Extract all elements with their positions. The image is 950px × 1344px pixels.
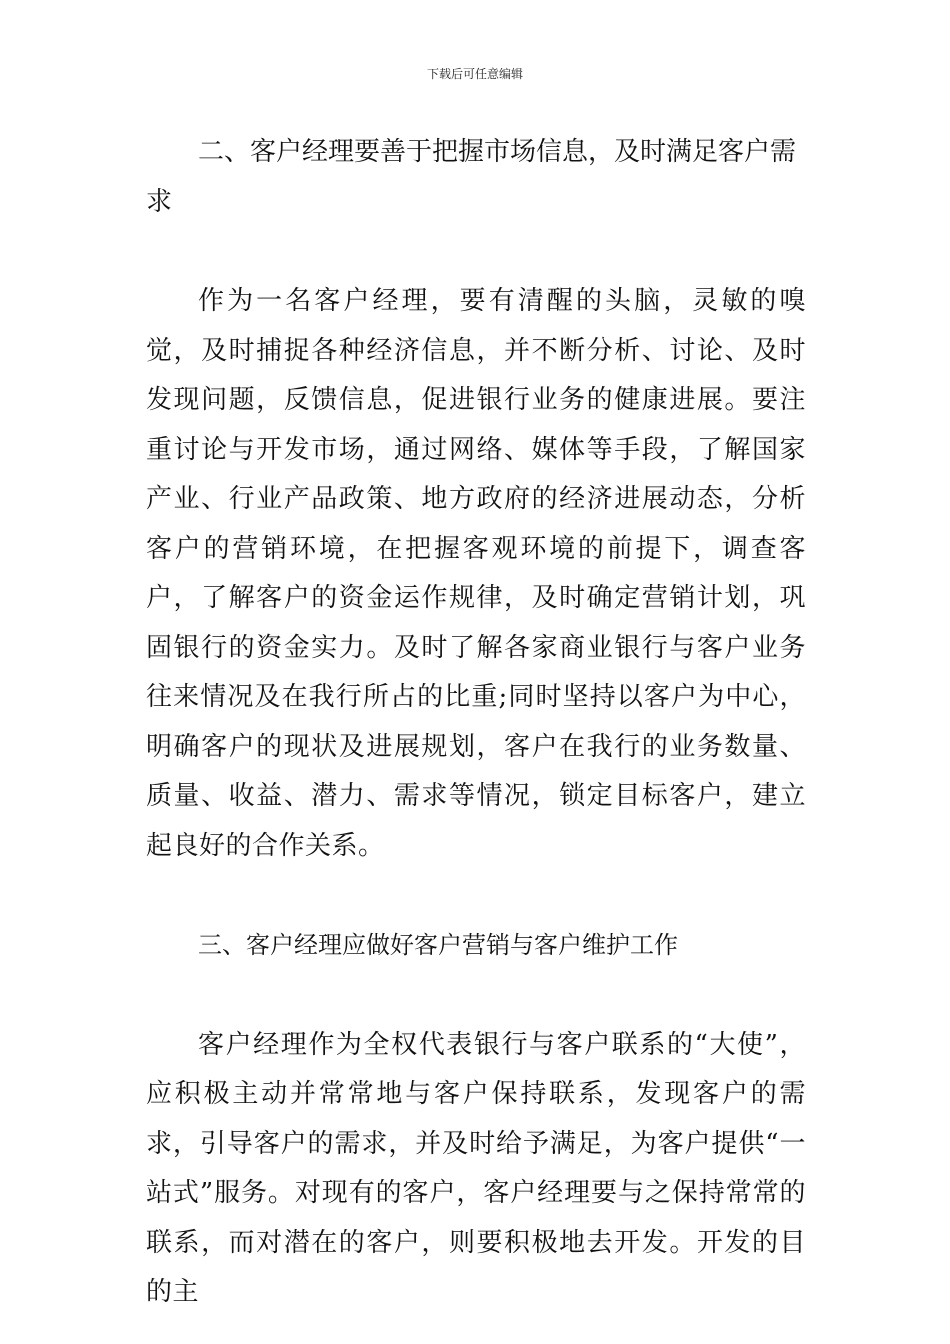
section-2-paragraph: 作为一名客户经理，要有清醒的头脑，灵敏的嗅觉，及时捕捉各种经济信息，并不断分析、讨论、及时发现问题，反馈信息，促进银行业务的健康进展。要注重讨论与开发市场，通过网络、媒体等手段，了解国家产业、行业产品政策、地方政府的经济进展动态，分析客户的营销环境，在把握客观环境的前提下，调查客户，了解客户的资金运作规律，及时确定营销计划，巩固银行的资金实力。及时了解各家商业银行与客户业务往来情况及在我行所占的比重;同时坚持以客户为中心，明确客户的现状及进展规划，客户在我行的业务数量、质量、收益、潜力、需求等情况，锁定目标客户，建立起良好的合作关系。 (146, 286, 806, 861)
section-3-heading: 三、客户经理应做好客户营销与客户维护工作 (198, 931, 678, 959)
spacer (146, 871, 806, 921)
header-note: 下载后可任意编辑 (426, 67, 523, 81)
spacer (146, 971, 806, 1021)
spacer (146, 227, 806, 277)
section-2-heading: 二、客户经理要善于把握市场信息，及时满足客户需求 (146, 137, 797, 217)
section-3-paragraph: 客户经理作为全权代表银行与客户联系的“大使”，应积极主动并常常地与客户保持联系，发现客户的需求，引导客户的需求，并及时给予满足，为客户提供“一站式”服务。对现有的客户，客户经理要与之保持常常的联系，而对潜在的客户，则要积极地去开发。开发的目的主 (146, 1029, 806, 1307)
document-body (146, 128, 806, 1318)
